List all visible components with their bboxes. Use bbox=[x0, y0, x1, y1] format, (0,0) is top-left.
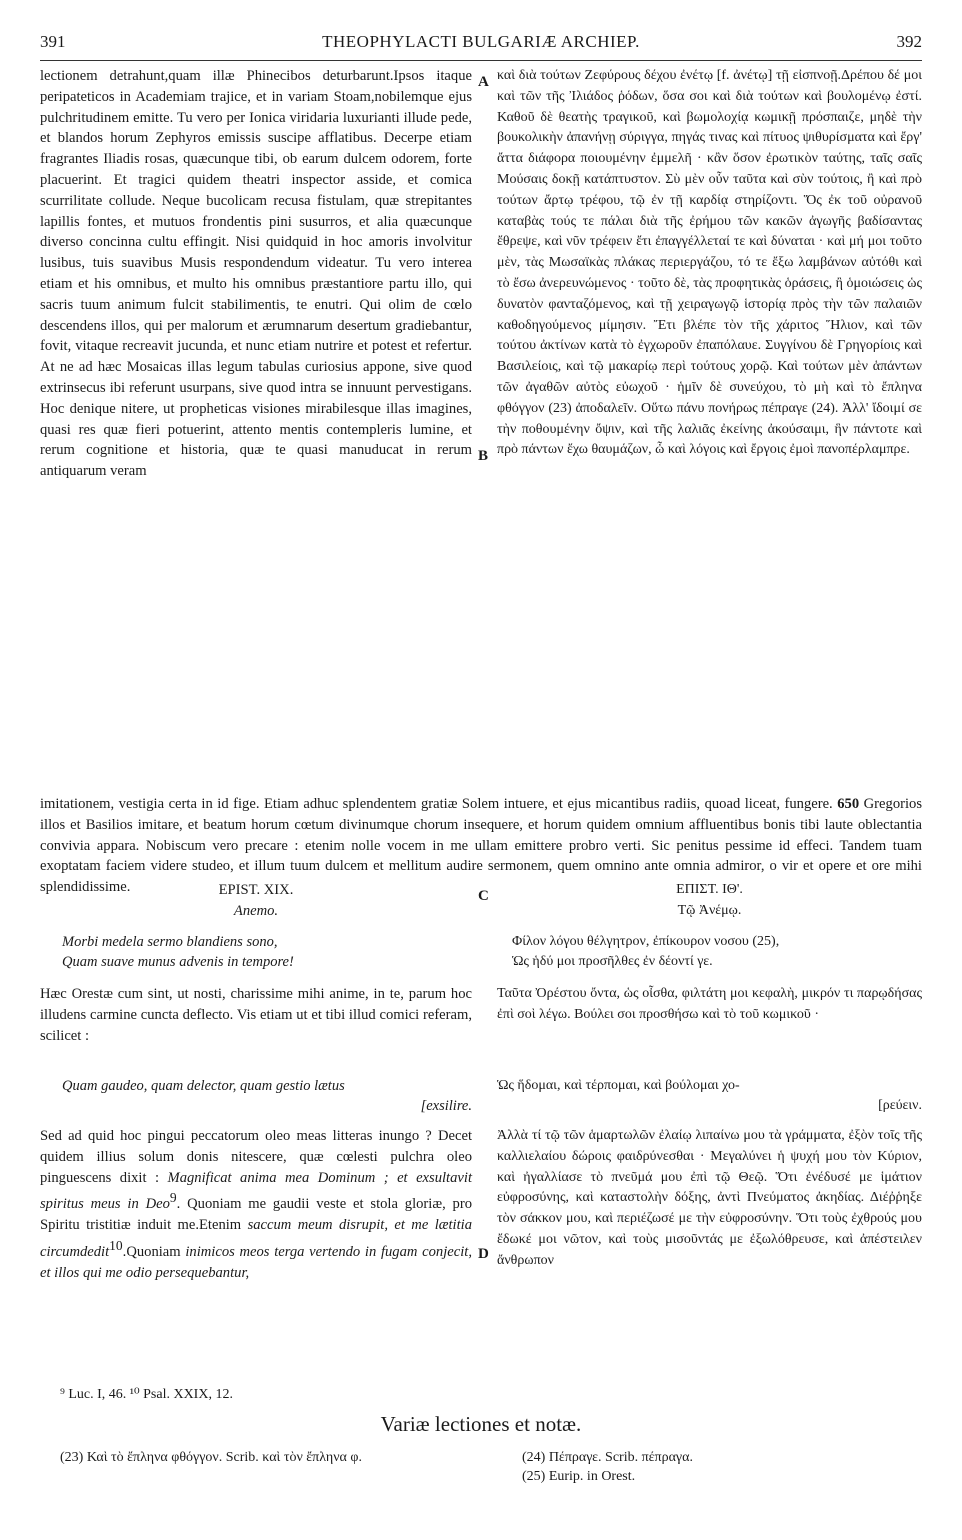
latin-full-after: Gregorios illos et Basilios imitare, et beatum horum cœtum divinumque chorum insequere, et horum quidem omnium affluentibus bonis tibi laute oblectantia convivia appara. Nobiscum vero precare : etenim nolle vocem in me ullam emittere probro verti. Sic penitus pessime id effeci. Tandem tuam exoptatam faciem videre studeo, et illum tuum dulcem et mellitum audire sermonem, quem omnino ante omnia admiror, o vir et opere et ore mihi splendidissime. bbox=[40, 796, 923, 896]
magnificat-quote: Magnificat anima mea Dominum ; et exsultavit spiritus meus in Deo bbox=[40, 1169, 472, 1213]
verse-greek-line-1: Φίλον λόγου θέλγητρον, ἐπίκουρον νοσου (25), bbox=[512, 934, 780, 949]
page-number-left: 391 bbox=[40, 32, 66, 51]
margin-marker-a: A bbox=[478, 74, 489, 90]
latin-full-before: imitationem, vestigia certa in id fige. Etiam adhuc splendentem gratiæ Solem intuere, et ejus micantibus radiis, quoad liceat, fungere. bbox=[40, 796, 833, 812]
latin-column-top bbox=[40, 66, 472, 482]
greek-paragraph: καὶ διὰ τούτων Ζεφύρους δέχου ἐνέτῳ [f. ἀνέτῳ] τῇ εἰσπνοῇ.Δρέπου δέ μοι καὶ τῶν τῆς Ἰλιάδος ῥόδων, ὅσα σοι καὶ διὰ τούτων καὶ βουλομένῳ ἐστί. Καθοῦ δὲ θεατὴς τραγικοῦ, καὶ βωμολοχίᾳ κωμικῇ πρόσπαιζε, μηδὲ τὴν βουκολικὴν ἀπανήνῃ σύριγγα, πηγάς τινας καὶ πίτυος ψιθυρίσματα καὶ ἔργ' ἄττα διάφορα ποιουμένην ἐμμελῆ · κἂν ὅσον ἐρωτικὸν ταύτης, ταῖς σαῖς Μούσαις δοκῇ κατάπτυστον. Σὺ μὲν οὖν ταῦτα καὶ σὺν τούτοις, ἢ καὶ πρὸ τούτων ἄρτῳ τρέφου, τῷ ἐν τῇ καρδίᾳ στηρίζοντι. Ὅς ἐκ τοῦ οὐρανοῦ καταβὰς τούς τε πάλαι διὰ τῆς ἐρήμου τῶν κακῶν ἀγωγῆς βαδίσαντας ἔθρεψε, καὶ νῦν τρέφειν ἔτι ἐπαγγέλλεταί τε καὶ δύναται · καὶ μή μοι τοῦτο μὲν, τὰς Μωσαϊκὰς πλάκας περιεργάζου, τό τε ἔξω λαμβάνων αὐτόθι καὶ τὸ ἔσω ἀνερευνώμενος · τοῦτο δὲ, τὰς προφητικὰς ὁράσεις, ἢ ὁμοιώσεις ὡς δυνατὸν φανταζόμενος, καὶ τῇ χειραγωγῷ ἱστορίᾳ πρὸς τὴν τῶν παλαιῶν καθοδηγούμενος μίμησιν. Ἔτι βλέπε τὸν τῆς χάριτος Ἥλιον, καὶ τῶν τούτου ἀκτίνων κατὰ τὸ ἐγχωροῦν ἐπαπόλαυε. Συγγίνου δὲ Γρηγορίοις καὶ Βασιλείοις, καὶ τῷ μακαρίῳ περὶ τούτους χορῷ. Καὶ τούτων μὲν ἁπάντων τῶν ἀγαθῶν αὐτὸς εὐωχοῦ · ἡμῖν δὲ συνεύχου, τὸ μὴ καὶ τὸ ἔπληνα φθόγγον (23) ἀποδαλεῖν. Οὕτω πάνυ πονήρως πέπραγε (24). Ἀλλ' ἴδοιμί σε τὴν ποθουμένην ὄψιν, καὶ τῆς λαλιᾶς ἐκείνης ἀκούσαιμι, ἣν πάντοτε καὶ πρὸ πάντων ἔχω θαυμάζων, ὦ καὶ λόγοις καὶ ἔργοις ἐμοὶ πανοπέρλαμπρε. bbox=[497, 68, 922, 458]
quote-greek-line: Ὡς ἥδομαι, καὶ τέρπομαι, καὶ βούλομαι χο- bbox=[497, 1078, 740, 1093]
epistle-greek-text-1: Ταῦτα Ὀρέστου ὄντα, ὡς οἶσθα, φιλτάτη μοι κεφαλὴ, μικρόν τι παρῳδήσας ἐπὶ σοὶ λέγω. Βούλει σοι προσθήσω καὶ τὸ τοῦ κωμικοῦ · bbox=[497, 986, 922, 1022]
note-24: (24) Πέπραγε. Scrib. πέπραγα. bbox=[522, 1450, 693, 1465]
verse-greek-line-2: Ὡς ἡδύ μοι προσῆλθες ἐν δέοντί γε. bbox=[512, 954, 713, 969]
inimicos-quote: inimicos meos terga vertendo in fugam conjecit, et illos qui me odio persequebantur, bbox=[40, 1243, 472, 1281]
margin-marker-b: B bbox=[478, 448, 489, 464]
epistle-greek-body-2 bbox=[497, 1126, 922, 1272]
verse-latin bbox=[62, 932, 472, 972]
running-title: THEOPHYLACTI BULGARIÆ ARCHIEP. bbox=[322, 32, 640, 51]
epistle-heading-greek: ΕΠΙΣΤ. ΙΘ'. bbox=[676, 882, 743, 897]
running-header bbox=[40, 32, 922, 56]
page-number-right: 392 bbox=[896, 32, 922, 51]
epistle-latin bbox=[40, 880, 472, 922]
header-rule bbox=[40, 60, 922, 61]
footnote-ref-9: 9 bbox=[169, 1190, 177, 1206]
margin-marker-c: C bbox=[478, 888, 489, 904]
notes-title: Variæ lectiones et notæ. bbox=[380, 1412, 582, 1436]
epistle-greek-body-1 bbox=[497, 984, 922, 1026]
greek-column-top bbox=[497, 66, 922, 461]
note-25: (25) Eurip. in Orest. bbox=[522, 1469, 636, 1484]
quote-latin-cont: [exsilire. bbox=[420, 1098, 472, 1114]
epistle-latin-body-2 bbox=[40, 1126, 472, 1283]
quote-greek-cont: [ρεύειν. bbox=[878, 1098, 922, 1113]
epistle-heading-latin: EPIST. XIX. bbox=[218, 882, 294, 898]
epistle-greek-text-2: Ἀλλὰ τί τῷ τῶν ἁμαρτωλῶν ἐλαίῳ λιπαίνω μου τὰ γράμματα, ἐξὸν τοῖς τῆς καλλιελαίου δώροις φαιδρύνεσθαι · Μεγαλύνει ἡ ψυχή μου τὸν Κύριον, καὶ ἠγαλλίασε τὸ πνεῦμά μου ἐπὶ τῷ Θεῷ. Ὅτι ἐνέδυσέ με ἱμάτιον εὐφροσύνης, καὶ καταστολὴν δόξης, ἀντὶ Πνεύματος ἀκηδίας. Διέῤῥηξε τὸν σάκκον μου, καὶ περιέζωσέ με τὴν εὐφροσύνην. Ὅτι τοὺς ἐχθρούς μου ἔδωκέ μοι νῶτον, καὶ τοὺς μισοῦντάς με ἐξωλόθρευσε, καὶ ἀπέστειλεν ἄνθρωπον bbox=[497, 1128, 922, 1268]
epistle-greek bbox=[497, 880, 922, 922]
column-number: 650 bbox=[837, 796, 860, 812]
epistle-latin-body-1 bbox=[40, 984, 472, 1046]
epistle-latin-text-2 bbox=[40, 1126, 472, 1283]
margin-marker-d: D bbox=[478, 1246, 489, 1262]
verse-latin-line-2: Quam suave munus advenis in tempore! bbox=[62, 954, 294, 970]
quote-latin bbox=[62, 1076, 472, 1116]
epistle-addressee-latin: Anemo. bbox=[233, 902, 279, 919]
verse-latin-line-1: Morbi medela sermo blandiens sono, bbox=[62, 934, 278, 950]
footnotes: ⁹ Luc. I, 46. ¹⁰ Psal. XXIX, 12. bbox=[60, 1387, 233, 1402]
quote-latin-line: Quam gaudeo, quam delector, quam gestio lætus bbox=[62, 1078, 345, 1094]
latin-text-2a: Sed ad quid hoc pingui peccatorum oleo meas litteras inungo ? Decet quidem illius solum donis nitescere, quæ cœlesti pulchra oleo pinguescens dixit : bbox=[40, 1128, 472, 1186]
latin-text-2b: . Quoniam me gaudii veste et stola gloriæ, pro Spiritu tristitiæ induit me.Etenim bbox=[40, 1196, 472, 1234]
epistle-addressee-greek: Τῷ Ἀνέμῳ. bbox=[677, 902, 742, 918]
saccum-quote: saccum meum disrupit, et me lætitia circumdedit bbox=[40, 1217, 473, 1260]
verse-greek bbox=[512, 932, 922, 972]
footnote-ref-10: 10 bbox=[109, 1237, 123, 1253]
latin-paragraph: lectionem detrahunt,quam illæ Phinecibos deturbarunt.Ipsos itaque peripateticos in Academiam trajice, et in variam Stoam,nobilemque ejus pulchritudinem emitte. Tu vero per Ionica viridaria luxurianti illude pede, et blandos horum Zephyros emissis suscipe afflatibus. Decerpe etiam fragrantes Iliadis rosas, quæcunque tibi, ob earum dulcem odorem, forte placuerint. Et tragici quidem theatri inspector asside, et comica scurrilitate collude. Neque bucolicam recusa fistulam, quæ strepitantes lapillis fontes, et mutuos frondentis pini susurros, et alia quæcunque diverso concinna cultu effingit. Nisi quidquid in hoc amoris involvitur lusibus, tuis suavibus Musis respondendum videatur. Tu vero interea etiam et his omnibus, et multo his omnibus præstantiore partu illo, qui sacris tuum animum fulcit stabilimentis, te enutri. Qui olim de cœlo descendens illos, qui per malorum et ærumnarum desertum gradiebantur, fovit, vitaque recreavit jucunda, et nunc etiam nutrire et potest et refertur. At ne ad hæc Mosaicas illas legum tabulas curiosius appone, sive quod extrinsecus ibi referunt usurpans, sive quod intra se innuunt pervestigans. Hoc denique nitere, ut propheticas visiones mirabilesque illas imagines, quasi res quæ fieri potuerint, attento mentis contempleris lumine, et rerum cognitione et historia, quæ te quasi manuducat in rerum antiquarum veram bbox=[40, 68, 472, 480]
latin-text-2c: .Quoniam bbox=[122, 1243, 181, 1260]
note-23: (23) Καὶ τὸ ἔπληνα φθόγγον. Scrib. καὶ τὸν ἔπληνα φ. bbox=[60, 1450, 362, 1465]
quote-greek bbox=[497, 1076, 922, 1116]
epistle-latin-text-1: Hæc Orestæ cum sint, ut nosti, charissime mihi anime, in te, parum hoc illudens carmine cuncta deflecto. Vis etiam ut et tibi illud comici referam, scilicet : bbox=[40, 986, 472, 1044]
